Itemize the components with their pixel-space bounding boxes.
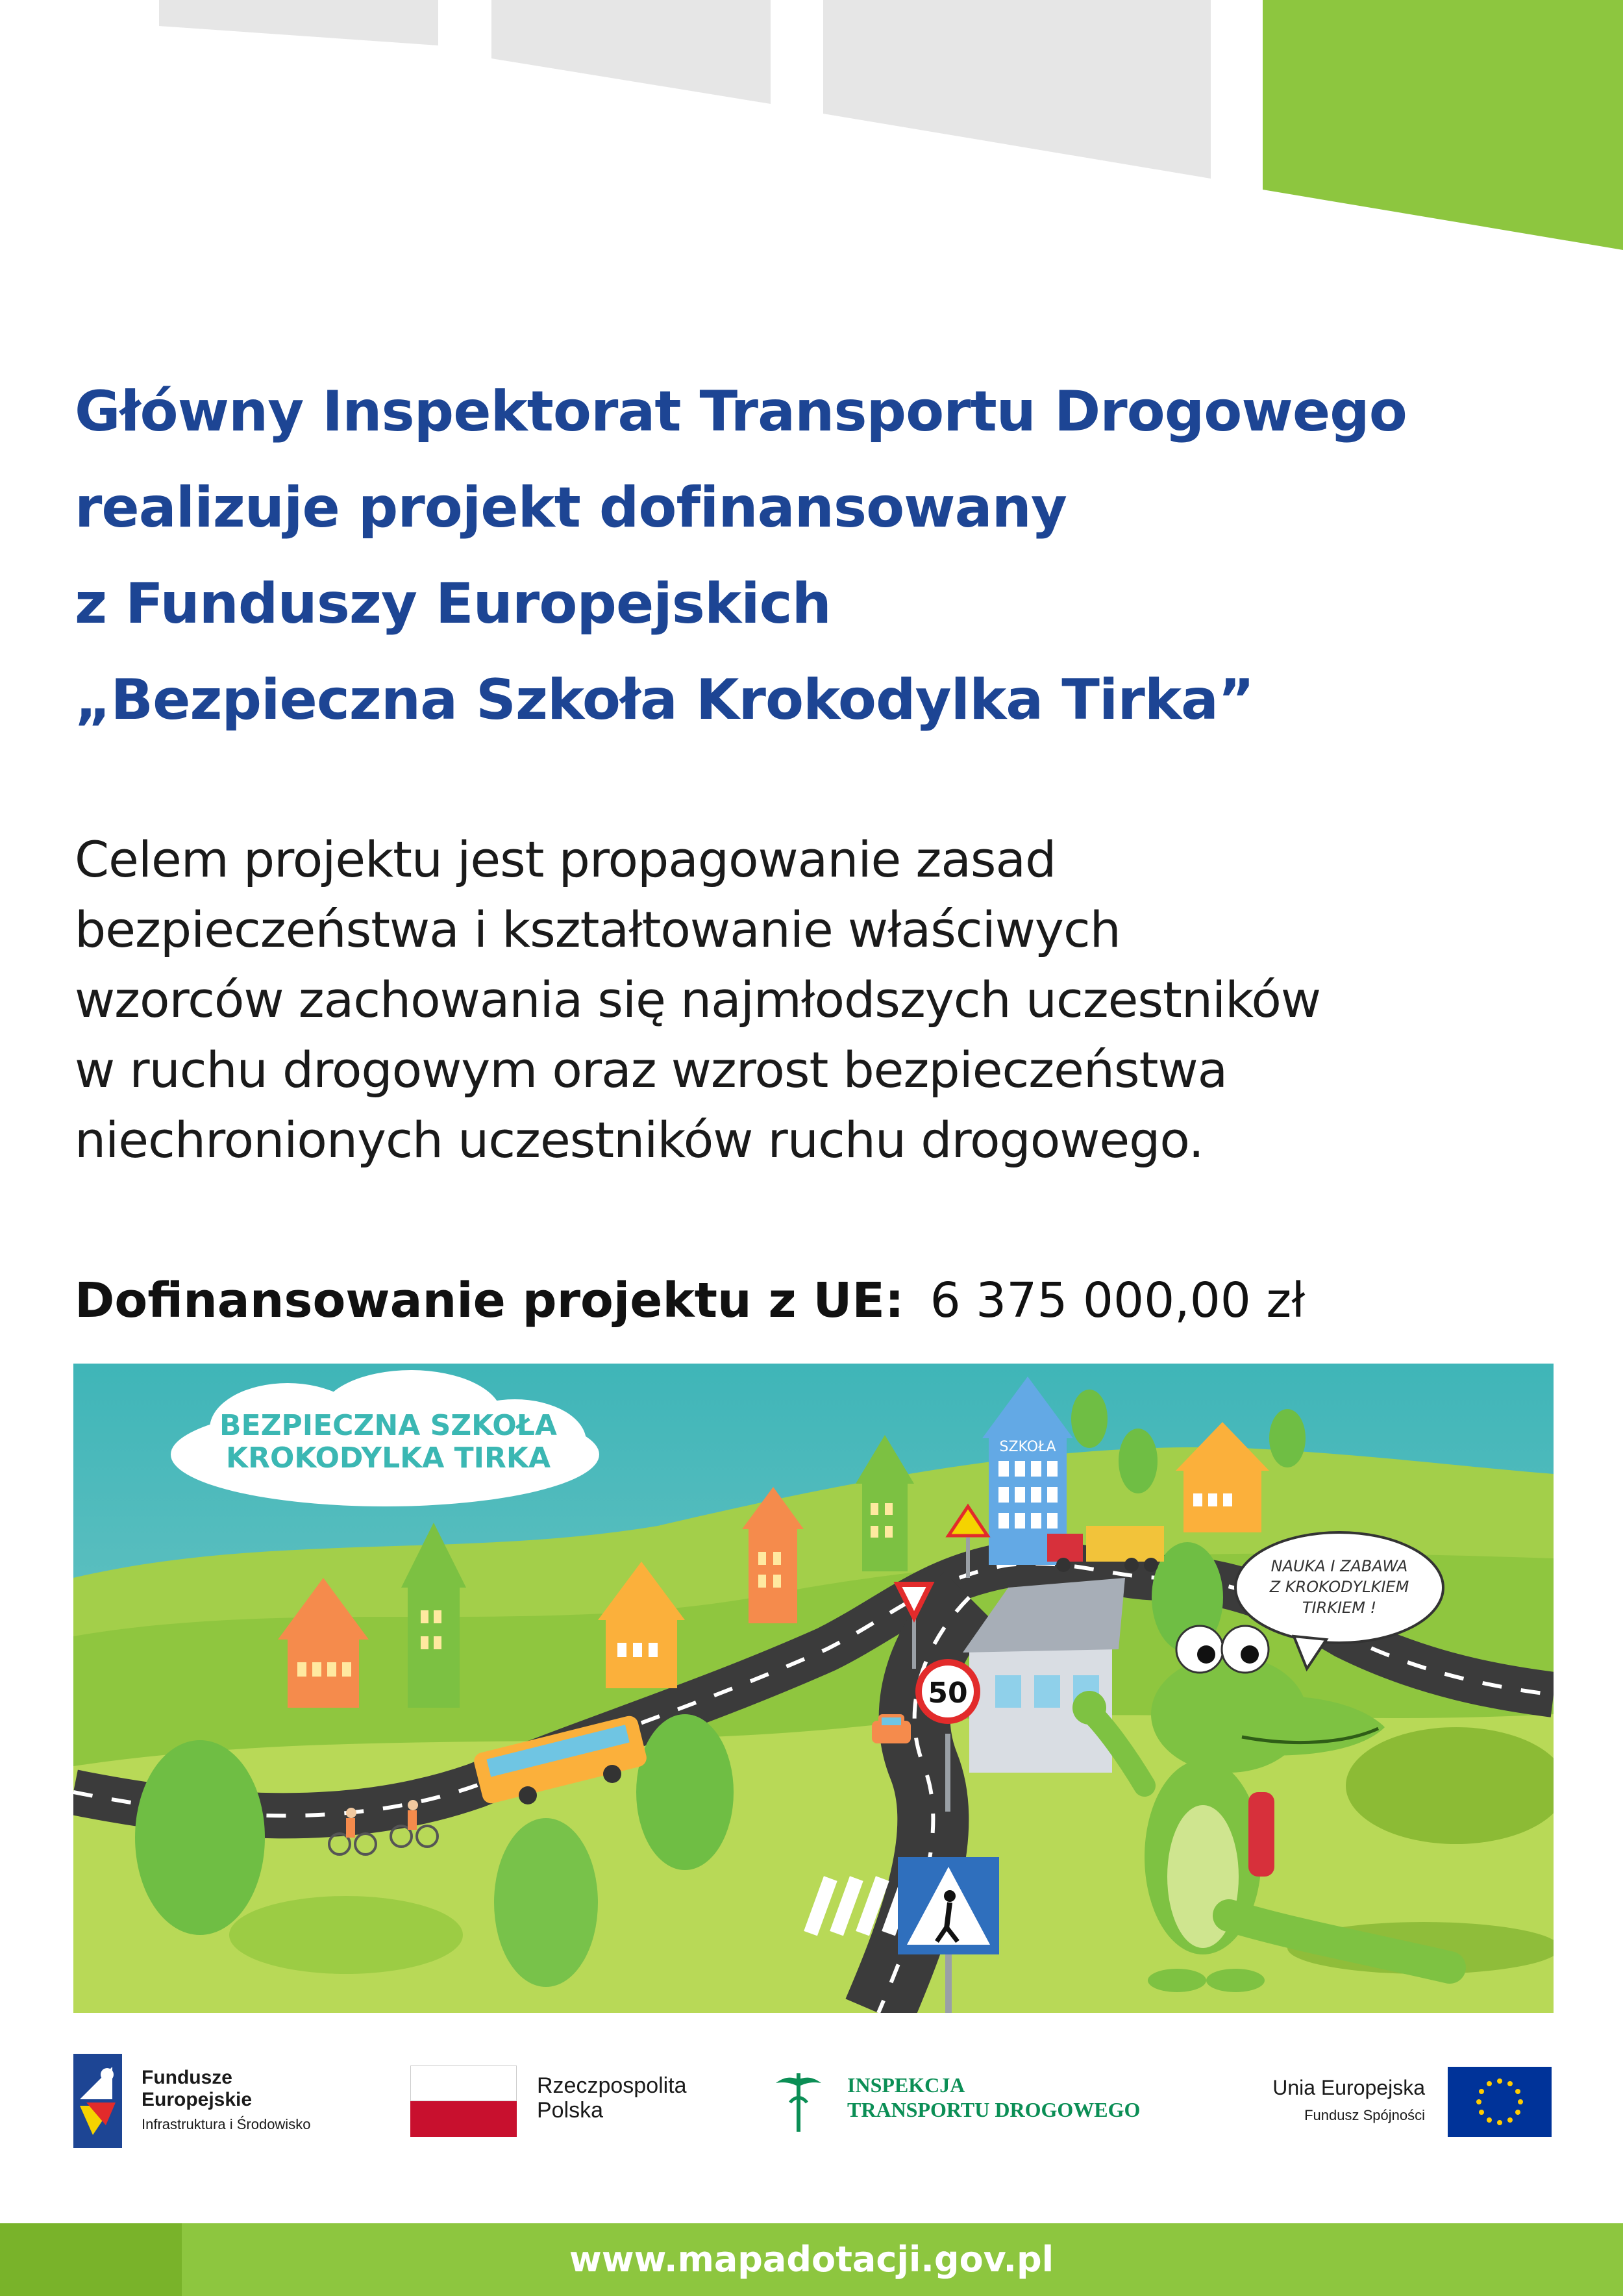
ue-line-1: Unia Europejska: [1272, 2076, 1425, 2099]
fe-line-3: Infrastruktura i Środowisko: [142, 2116, 311, 2132]
logo-inspekcja-transportu-drogowego: [776, 2049, 1178, 2152]
deco-gray-shape-2: [491, 0, 771, 104]
deco-gray-shape-3: [823, 0, 1211, 179]
tree-left: [135, 1740, 265, 1935]
tree-center: [494, 1818, 598, 1987]
funding-label: Dofinansowanie projektu z UE:: [75, 1273, 904, 1329]
ue-line-2: Fundusz Spójności: [1304, 2107, 1425, 2123]
fe-line-2: Europejskie: [142, 2089, 253, 2110]
tree-small: [1269, 1409, 1306, 1467]
description-line-2: bezpieczeństwa i kształtowanie właściwych: [75, 901, 1121, 958]
school-label: SZKOŁA: [999, 1439, 1056, 1455]
eu-flag-icon: [1448, 2067, 1552, 2137]
headline-line-3: z Funduszy Europejskich: [75, 571, 831, 636]
logo-unia-europejska: [1233, 2049, 1552, 2152]
project-description: [75, 825, 1568, 1175]
fe-line-1: Fundusze: [142, 2067, 232, 2088]
headline-line-2: realizuje projekt dofinansowany: [75, 475, 1067, 540]
description-line-3: wzorców zachowania się najmłodszych uczestników: [75, 971, 1321, 1029]
deco-gray-shape-1: [159, 0, 438, 45]
footer-bar: [0, 2223, 1623, 2296]
funding-amount: 6 375 000,00 zł: [930, 1273, 1306, 1329]
description-line-4: w ruchu drogowym oraz wzrost bezpieczeństwa: [75, 1041, 1228, 1099]
description-line-5: niechronionych uczestników ruchu drogowego.: [75, 1111, 1204, 1169]
tree-mid: [636, 1714, 734, 1870]
speech-line-3: TIRKIEM !: [1302, 1599, 1377, 1617]
illustration: [73, 1364, 1554, 2013]
rp-line-1: Rzeczpospolita: [537, 2073, 687, 2098]
illustration-scene: [73, 1364, 1554, 2013]
cloud-title-line-2: KROKODYLKA TIRKA: [225, 1441, 551, 1475]
footer-url-link[interactable]: www.mapadotacji.gov.pl: [569, 2239, 1054, 2280]
headline: [75, 364, 1568, 748]
logos-bar: [0, 2049, 1623, 2152]
logo-fundusze-europejskie: [73, 2049, 365, 2152]
headline-line-1: Główny Inspektorat Transportu Drogowego: [75, 379, 1407, 444]
headline-line-4: „Bezpieczna Szkoła Krokodylka Tirka”: [75, 668, 1254, 732]
tree-small: [1071, 1390, 1108, 1448]
rp-line-2: Polska: [537, 2098, 604, 2123]
funding-line: [75, 1273, 1305, 1329]
description-line-1: Celem projektu jest propagowanie zasad: [75, 830, 1056, 888]
speed-limit-value: 50: [928, 1677, 968, 1710]
logo-rzeczpospolita-polska: [410, 2049, 722, 2152]
speech-line-1: NAUKA I ZABAWA: [1270, 1557, 1408, 1575]
fe-emblem-icon: [73, 2054, 122, 2148]
deco-green-shape: [1263, 0, 1623, 250]
itd-emblem-icon: [776, 2067, 821, 2132]
polish-flag-icon: [410, 2065, 517, 2137]
itd-line-2: TRANSPORTU DROGOWEGO: [847, 2098, 1141, 2121]
top-decoration: [0, 0, 1623, 260]
grass-patch: [229, 1896, 463, 1974]
tree-small: [1119, 1429, 1158, 1493]
speech-line-2: Z KROKODYLKIEM: [1269, 1578, 1409, 1596]
cloud-title-line-1: BEZPIECZNA SZKOŁA: [219, 1409, 557, 1442]
itd-line-1: INSPEKCJA: [847, 2073, 965, 2097]
